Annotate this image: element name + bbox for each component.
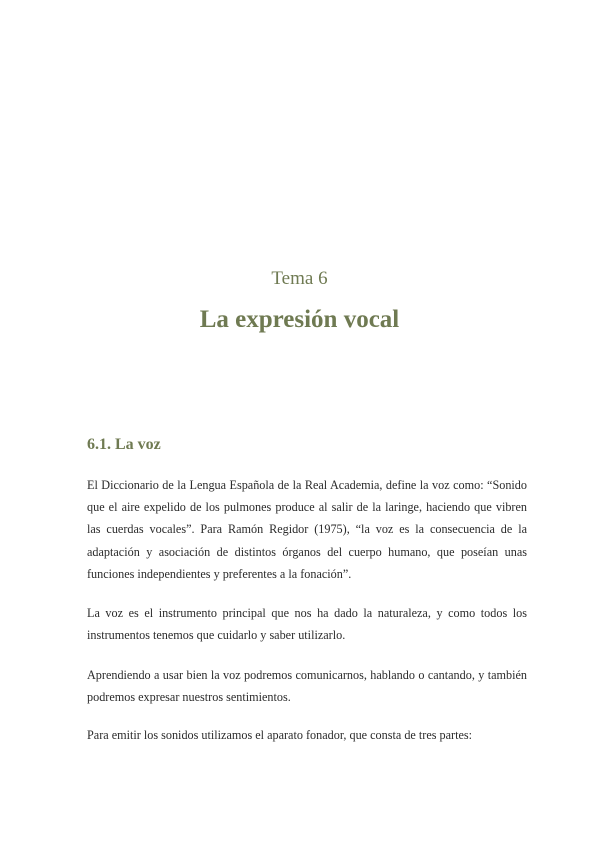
section-heading: 6.1. La voz: [87, 436, 161, 453]
chapter-label: Tema 6: [271, 268, 328, 289]
paragraph-voice-usage: Aprendiendo a usar bien la voz podremos comunicarnos, hablando o cantando, y también podremos expresar nuestros sentimientos.: [87, 668, 527, 705]
paragraph-vocal-apparatus: Para emitir los sonidos utilizamos el aparato fonador, que consta de tres partes:: [87, 728, 473, 742]
paragraph-voice-instrument: La voz es el instrumento principal que nos ha dado la naturaleza, y como todos los instrumentos tenemos que cuidarlo y saber utilizarlo.: [87, 606, 527, 643]
chapter-title: La expresión vocal: [199, 306, 400, 333]
paragraph-voice-definition: El Diccionario de la Lengua Española de la Real Academia, define la voz como: “Sonido que el aire expelido de los pulmones produce al salir de la laringe, haciendo que vibren las cuerdas vocales”. Para Ramón Regidor (1975), “la voz es la consecuencia de la adaptación y asociación de distintos órganos del cuerpo humano, que poseían unas funciones independientes y preferentes a la fonación”.: [87, 478, 527, 581]
